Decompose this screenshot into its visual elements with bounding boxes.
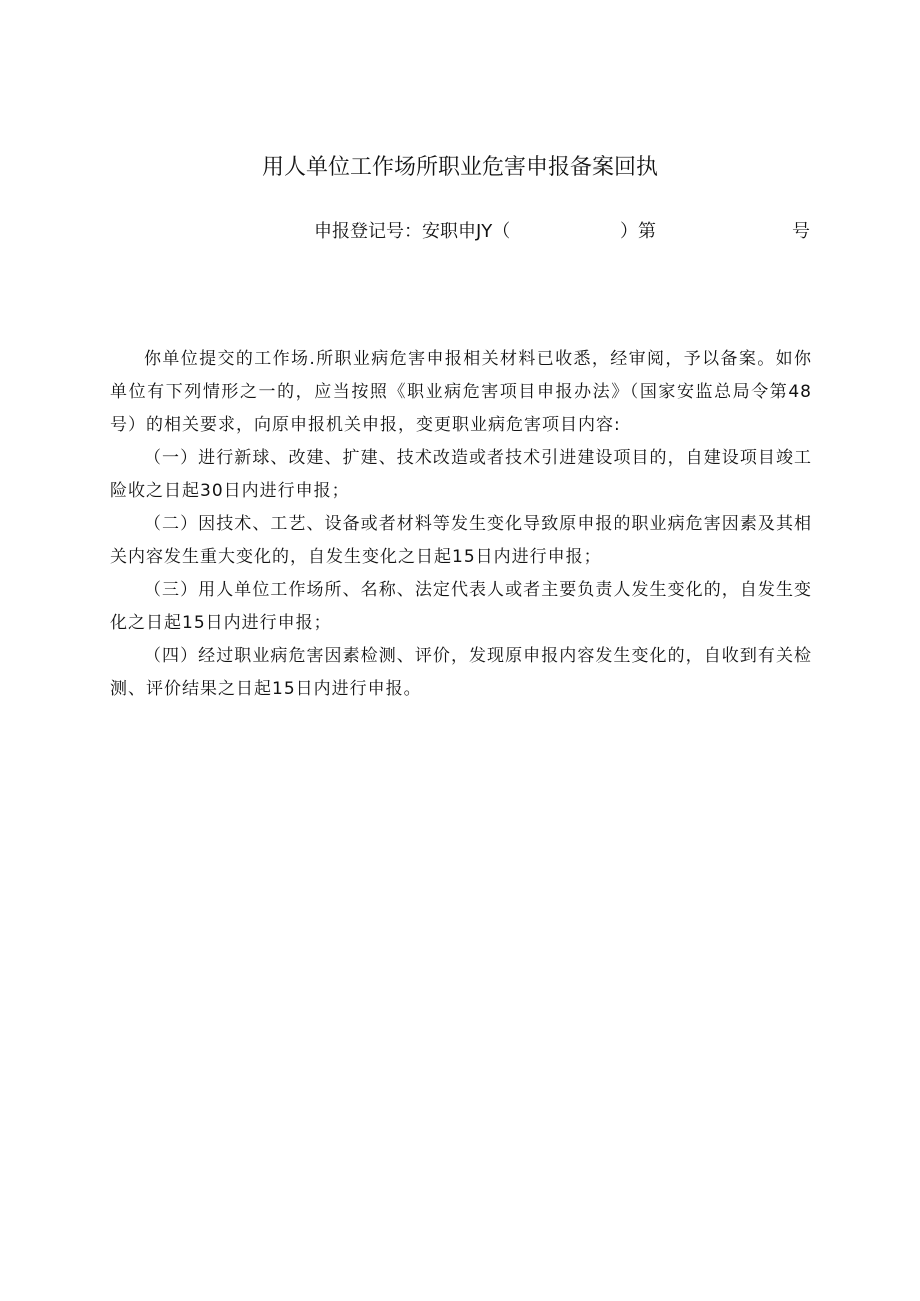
document-title: 用人单位工作场所职业危害申报备案回执: [261, 155, 658, 180]
registration-suffix: 号: [792, 221, 810, 242]
clause-4: （四）经过职业病危害因素检测、评价，发现原申报内容发生变化的，自收到有关检测、评价结果之日起15日内进行申报。: [110, 646, 812, 699]
document-body: [110, 343, 812, 706]
registration-label: 申报登记号：安职申JY（: [314, 221, 511, 242]
clause-2: （二）因技术、工艺、设备或者材料等发生变化导致原申报的职业病危害因素及其相关内容发生重大变化的，自发生变化之日起15日内进行申报；: [110, 514, 812, 567]
intro-paragraph: 你单位提交的工作场.所职业病危害申报相关材料已收悉，经审阅，予以备案。如你单位有下列情形之一的，应当按照《职业病危害项目申报办法》（国家安监总局令第48号）的相关要求，向原申报机关申报，变更职业病危害项目内容:: [110, 349, 812, 435]
clause-3: （三）用人单位工作场所、名称、法定代表人或者主要负责人发生变化的，自发生变化之日起15日内进行申报；: [110, 580, 812, 633]
clause-1: （一）进行新球、改建、扩建、技术改造或者技术引进建设项目的，自建设项目竣工险收之日起30日内进行申报；: [110, 448, 812, 501]
registration-number-line: [314, 217, 814, 245]
registration-paren-close: ）第: [620, 221, 656, 242]
